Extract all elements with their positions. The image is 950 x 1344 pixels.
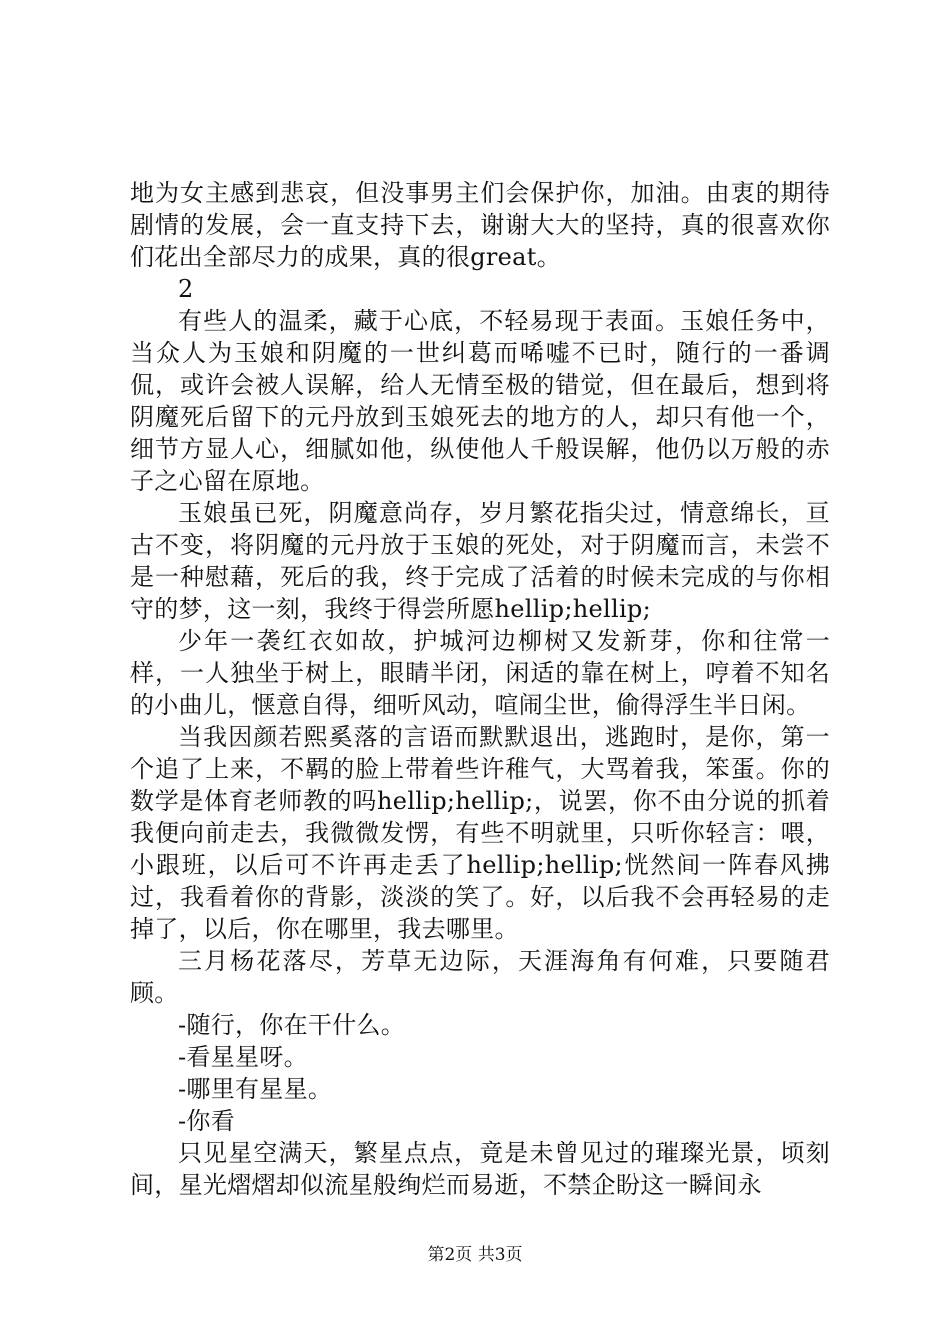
- paragraph: 有些人的温柔，藏于心底，不轻易现于表面。玉娘任务中，当众人为玉娘和阴魔的一世纠葛而唏嘘不已时，随行的一番调侃，或许会被人误解，给人无情至极的错觉，但在最后，想到将阴魔死后留下的元丹放到玉娘死去的地方的人，却只有他一个，细节方显人心，细腻如他，纵使他人千般误解，他仍以万般的赤子之心留在原地。: [130, 307, 830, 495]
- page-footer: 第2页 共3页: [427, 1245, 523, 1265]
- paragraph: 少年一袭红衣如故，护城河边柳树又发新芽，你和往常一样，一人独坐于树上，眼睛半闭，闲适的靠在树上，哼着不知名的小曲儿，惬意自得，细听风动，喧闹尘世，偷得浮生半日闲。: [130, 627, 830, 719]
- paragraph: 只见星空满天，繁星点点，竟是未曾见过的璀璨光景，顷刻间，星光熠熠却似流星般绚烂而易逝，不禁企盼这一瞬间永: [130, 1139, 830, 1199]
- dialogue-line: -你看: [178, 1107, 236, 1135]
- document-body: [130, 177, 830, 1201]
- dialogue-line: -随行，你在干什么。: [178, 1011, 406, 1039]
- dialogue-line: -看星星呀。: [178, 1043, 308, 1071]
- section-number: 2: [178, 275, 194, 303]
- paragraph-continuation: 地为女主感到悲哀，但没事男主们会保护你，加油。由衷的期待剧情的发展，会一直支持下去，谢谢大大的坚持，真的很喜欢你们花出全部尽力的成果，真的很great。: [130, 179, 830, 271]
- paragraph: 三月杨花落尽，芳草无边际，天涯海角有何难，只要随君顾。: [130, 947, 830, 1007]
- paragraph: 当我因颜若熙奚落的言语而默默退出，逃跑时，是你，第一个追了上来，不羁的脸上带着些许稚气，大骂着我，笨蛋。你的数学是体育老师教的吗hellip;hellip;，说罢，你不由分说的抓着我便向前走去，我微微发愣，有些不明就里，只听你轻言：喂，小跟班，以后可不许再走丢了hellip;hellip;恍然间一阵春风拂过，我看着你的背影，淡淡的笑了。好，以后我不会再轻易的走掉了，以后，你在哪里，我去哪里。: [130, 723, 830, 943]
- dialogue-line: -哪里有星星。: [178, 1075, 333, 1103]
- paragraph: 玉娘虽已死，阴魔意尚存，岁月繁花指尖过，情意绵长，亘古不变，将阴魔的元丹放于玉娘的死处，对于阴魔而言，未尝不是一种慰藉，死后的我，终于完成了活着的时候未完成的与你相守的梦，这一刻，我终于得尝所愿hellip;hellip;: [130, 499, 830, 623]
